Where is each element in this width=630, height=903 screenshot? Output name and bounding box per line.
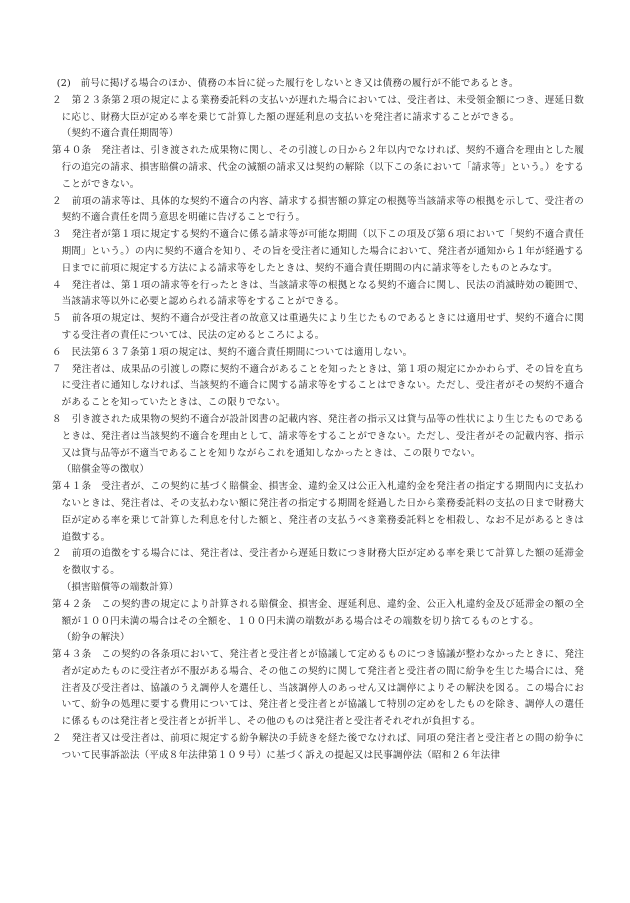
paragraph: ８ 引き渡された成果物の契約不適合が設計図書の記載内容、発注者の指示又は貸与品等の性状により生じたものであるときは、発注者は当該契約不適合を理由として、請求等をすることができない。ただし、受注者がその記載内容、指示又は貸与品等が不適当であることを知りながらこれを通知しなかったときは、この限りでない。 [52,413,584,459]
paragraph: ２ 発注者又は受注者は、前項に規定する紛争解決の手続きを経た後でなければ、同項の発注者と受注者との間の紛争について民事訴訟法（平成８年法律第１０９号）に基づく訴えの提起又は民事調停法（昭和２６年法律 [52,733,584,761]
item-paragraph: (2) 前号に掲げる場合のほか、債務の本旨に従った履行をしないとき又は債務の履行が不能であるとき。 [56,78,519,89]
article-heading: （紛争の解決） [61,632,130,644]
article-heading: （損害賠償等の端数計算） [61,581,179,593]
paragraph: ５ 前各項の規定は、契約不適合が受注者の故意又は重過失により生じたものであるときには適用せず、契約不適合に関する受注者の責任については、民法の定めるところによる。 [52,313,584,341]
article-paragraph: 第４２条 この契約書の規定により計算される賠償金、損害金、遅延利息、違約金、公正入札違約金及び延滞金の額の全額が１００円未満の場合はその全額を、１００円未満の端数がある場合はその端数を切り捨てるものとする。 [52,598,584,627]
article-heading: （契約不適合責任期間等） [61,128,179,140]
paragraph: ２ 第２３条第２項の規定による業務委託料の支払いが遅れた場合においては、受注者は、未受領金額につき、遅延日数に応じ、財務大臣が定める率を乗じて計算した額の遅延利息の支払いを発注者に請求することができる。 [52,94,584,123]
paragraph: ２ 前項の追徴をする場合には、発注者は、受注者から遅延日数につき財務大臣が定める率を乗じて計算した額の延滞金を徴収する。 [52,548,584,577]
article-paragraph: 第４０条 発注者は、引き渡された成果物に関し、その引渡しの日から２年以内でなければ、契約不適合を理由とした履行の追完の請求、損害賠償の請求、代金の減額の請求又は契約の解除（以下この条において「請求等」という。）をすることができない。 [52,145,584,190]
article-paragraph: 第４３条 この契約の各条項において、発注者と受注者とが協議して定めるものにつき協議が整わなかったときに、発注者が定めたものに受注者が不服がある場合、その他この契約に関して発注者と受注者の間に紛争を生じた場合には、発注者及び受注者は、協議のうえ調停人を選任し、当該調停人のあっせん又は調停によりその解決を図る。この場合において、紛争の処理に要する費用については、発注者と受注者とが協議して特別の定めをしたものを除き、調停人の選任に係るものは発注者と受注者とが折半し、その他のものは発注者と受注者それぞれが負担する。 [52,649,584,728]
document-page [52,76,584,765]
article-paragraph: 第４１条 受注者が、この契約に基づく賠償金、損害金、違約金又は公正入札違約金を発注者の指定する期間内に支払わないときは、発注者は、その支払わない額に発注者の指定する期間を経過した日から業務委託料の支払の日まで財務大臣が定める率を乗じて計算した利息を付した額と、発注者の支払うべき業務委託料とを相殺し、なお不足があるときは追徴する。 [52,481,584,543]
paragraph: ４ 発注者は、第１項の請求等を行ったときは、当該請求等の根拠となる契約不適合に関し、民法の消滅時効の範囲で、当該請求等以外に必要と認められる請求等をすることができる。 [52,279,584,308]
article-heading: （賠償金等の徴収） [61,464,150,476]
paragraph: ３ 発注者が第１項に規定する契約不適合に係る請求等が可能な期間（以下この項及び第６項において「契約不適合責任期間」という。）の内に契約不適合を知り、その旨を受注者に通知した場合において、発注者が通知から１年が経過する日までに前項に規定する方法による請求等をしたときは、契約不適合責任期間の内に請求等をしたものとみなす。 [52,229,584,274]
paragraph: ７ 発注者は、成果品の引渡しの際に契約不適合があることを知ったときは、第１項の規定にかかわらず、その旨を直ちに受注者に通知しなければ、当該契約不適合に関する請求等をすることはできない。ただし、受注者がその契約不適合があることを知っていたときは、この限りでない。 [52,363,584,409]
paragraph: ６ 民法第６３７条第１項の規定は、契約不適合責任期間については適用しない。 [52,346,413,358]
paragraph: ２ 前項の請求等は、具体的な契約不適合の内容、請求する損害額の算定の根拠等当該請求等の根拠を示して、受注者の契約不適合責任を問う意思を明確に告げることで行う。 [52,195,584,224]
